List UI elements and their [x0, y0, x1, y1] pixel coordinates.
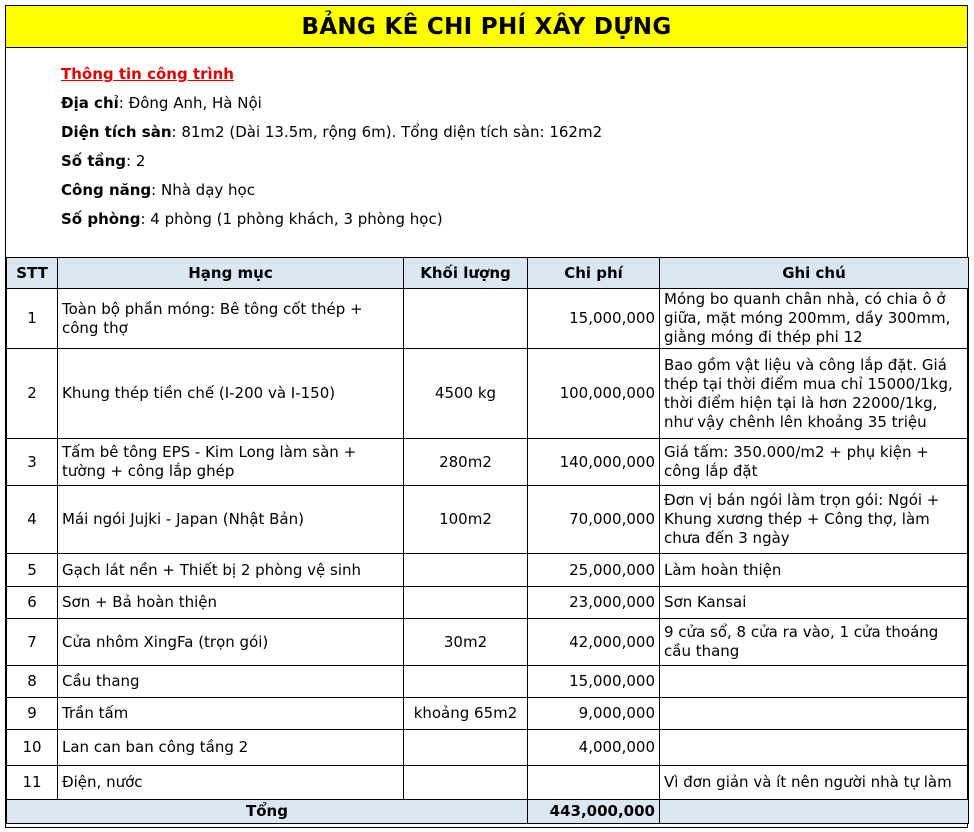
cell-stt: 5	[7, 554, 58, 587]
cell-stt: 11	[7, 766, 58, 800]
cell-cost: 42,000,000	[528, 619, 660, 666]
cell-cost: 9,000,000	[528, 698, 660, 730]
total-label: Tổng	[7, 800, 528, 824]
info-line-function	[61, 176, 602, 205]
info-line-address	[61, 89, 602, 118]
header-note: Ghi chú	[660, 258, 969, 289]
cell-note: Sơn Kansai	[660, 587, 969, 619]
cell-quantity	[404, 766, 528, 800]
project-info-heading: Thông tin công trình	[61, 65, 234, 83]
info-value: : 2	[126, 152, 146, 170]
info-value: : Nhà dạy học	[151, 181, 255, 199]
cell-stt: 8	[7, 666, 58, 698]
sheet-title: BẢNG KÊ CHI PHÍ XÂY DỰNG	[6, 6, 967, 48]
cell-item: Khung thép tiền chế (I-200 và I-150)	[58, 349, 404, 439]
cell-cost: 23,000,000	[528, 587, 660, 619]
cell-quantity: 4500 kg	[404, 349, 528, 439]
cell-item: Cửa nhôm XingFa (trọn gói)	[58, 619, 404, 666]
cell-note	[660, 666, 969, 698]
cell-cost: 15,000,000	[528, 289, 660, 349]
cell-stt: 6	[7, 587, 58, 619]
cell-item: Gạch lát nền + Thiết bị 2 phòng vệ sinh	[58, 554, 404, 587]
table-row	[7, 619, 969, 666]
cell-note: Làm hoàn thiện	[660, 554, 969, 587]
info-label: Diện tích sàn	[61, 123, 172, 141]
header-quantity: Khối lượng	[404, 258, 528, 289]
table-row	[7, 289, 969, 349]
info-label: Số tầng	[61, 152, 127, 170]
cell-item: Mái ngói Jujki - Japan (Nhật Bản)	[58, 486, 404, 554]
table-row	[7, 698, 969, 730]
cell-note: Móng bo quanh chân nhà, có chia ô ở giữa, mặt móng 200mm, dầy 300mm, giằng móng đi thép phi 12	[660, 289, 969, 349]
info-label: Địa chỉ	[61, 94, 119, 112]
header-cost: Chi phí	[528, 258, 660, 289]
cell-quantity: 100m2	[404, 486, 528, 554]
table-row	[7, 486, 969, 554]
table-row	[7, 554, 969, 587]
cell-cost	[528, 766, 660, 800]
cell-stt: 10	[7, 730, 58, 766]
cell-note: Giá tấm: 350.000/m2 + phụ kiện + công lắp đặt	[660, 439, 969, 486]
cell-item: Sơn + Bả hoàn thiện	[58, 587, 404, 619]
cell-cost: 140,000,000	[528, 439, 660, 486]
total-value: 443,000,000	[528, 800, 660, 824]
cell-item: Trần tấm	[58, 698, 404, 730]
cell-note: 9 cửa sổ, 8 cửa ra vào, 1 cửa thoáng cầu thang	[660, 619, 969, 666]
cell-quantity	[404, 554, 528, 587]
cell-cost: 25,000,000	[528, 554, 660, 587]
cell-item: Toàn bộ phần móng: Bê tông cốt thép + công thợ	[58, 289, 404, 349]
table-row	[7, 349, 969, 439]
cell-item: Lan can ban công tầng 2	[58, 730, 404, 766]
cell-item: Điện, nước	[58, 766, 404, 800]
cell-note: Bao gồm vật liệu và công lắp đặt. Giá thép tại thời điểm mua chỉ 15000/1kg, thời điểm hiện tại là hơn 22000/1kg, như vậy chênh lên khoảng 35 triệu	[660, 349, 969, 439]
cell-note	[660, 698, 969, 730]
info-line-rooms	[61, 205, 602, 234]
info-label: Công năng	[61, 181, 152, 199]
cell-quantity	[404, 666, 528, 698]
cell-quantity: khoảng 65m2	[404, 698, 528, 730]
cell-stt: 4	[7, 486, 58, 554]
header-stt: STT	[7, 258, 58, 289]
cell-quantity: 30m2	[404, 619, 528, 666]
info-value: : 4 phòng (1 phòng khách, 3 phòng học)	[140, 210, 443, 228]
table-row	[7, 766, 969, 800]
cost-sheet	[5, 5, 968, 828]
cell-stt: 2	[7, 349, 58, 439]
header-item: Hạng mục	[58, 258, 404, 289]
info-value: : Đông Anh, Hà Nội	[118, 94, 262, 112]
total-row	[7, 800, 969, 824]
cell-quantity: 280m2	[404, 439, 528, 486]
table-row	[7, 666, 969, 698]
total-note-empty	[660, 800, 969, 824]
cell-item: Tấm bê tông EPS - Kim Long làm sàn + tường + công lắp ghép	[58, 439, 404, 486]
table-header-row	[7, 258, 969, 289]
cell-stt: 7	[7, 619, 58, 666]
cost-table	[6, 257, 969, 824]
cell-cost: 4,000,000	[528, 730, 660, 766]
cell-note: Đơn vị bán ngói làm trọn gói: Ngói + Khung xương thép + Công thợ, làm chưa đến 3 ngày	[660, 486, 969, 554]
cell-note: Vì đơn giản và ít nên người nhà tự làm	[660, 766, 969, 800]
table-row	[7, 439, 969, 486]
cell-quantity	[404, 587, 528, 619]
cell-cost: 100,000,000	[528, 349, 660, 439]
info-value: : 81m2 (Dài 13.5m, rộng 6m). Tổng diện tích sàn: 162m2	[171, 123, 603, 141]
info-label: Số phòng	[61, 210, 141, 228]
project-info	[61, 60, 602, 234]
cell-cost: 70,000,000	[528, 486, 660, 554]
cell-note	[660, 730, 969, 766]
cell-stt: 3	[7, 439, 58, 486]
cell-cost: 15,000,000	[528, 666, 660, 698]
cell-item: Cầu thang	[58, 666, 404, 698]
cell-quantity	[404, 289, 528, 349]
cell-stt: 9	[7, 698, 58, 730]
info-line-floors	[61, 147, 602, 176]
info-line-floor-area	[61, 118, 602, 147]
cell-quantity	[404, 730, 528, 766]
cell-stt: 1	[7, 289, 58, 349]
table-row	[7, 587, 969, 619]
table-row	[7, 730, 969, 766]
